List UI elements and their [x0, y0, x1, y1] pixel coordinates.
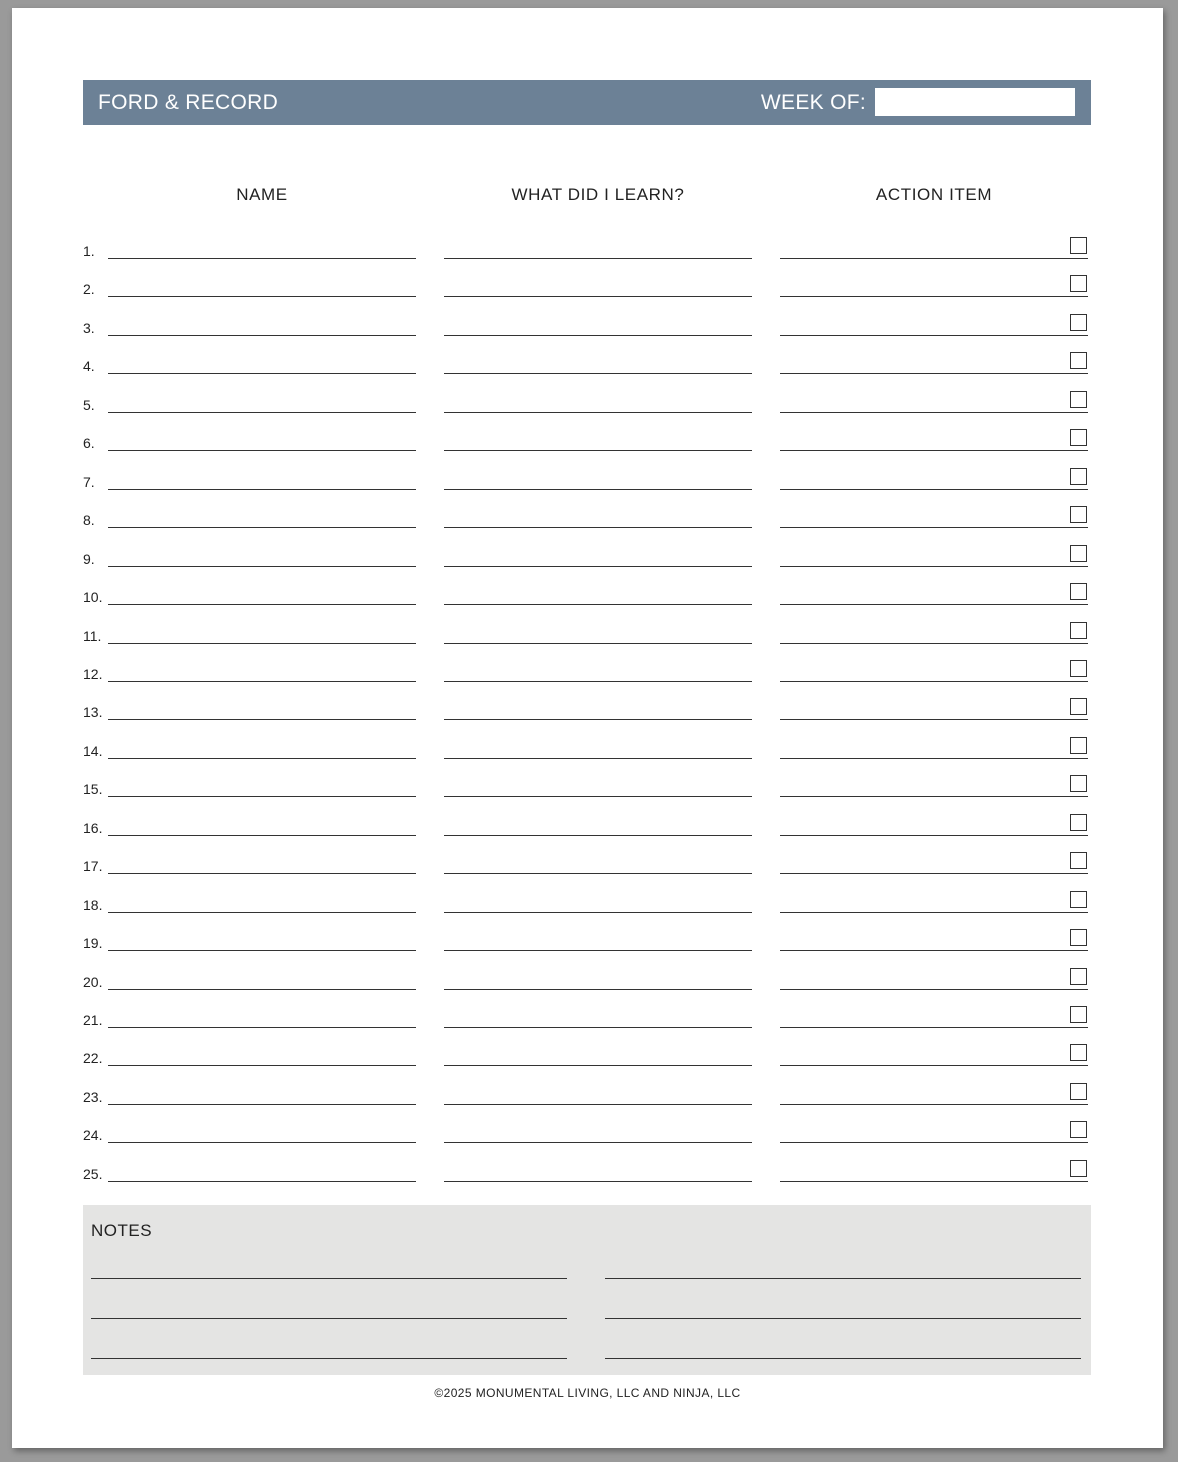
row-number: 4. — [83, 358, 95, 375]
entry-row — [83, 221, 1093, 259]
entry-row — [83, 759, 1093, 797]
action-item-checkbox[interactable] — [1070, 1121, 1087, 1138]
week-of-label: WEEK OF: — [760, 91, 866, 114]
row-number: 14. — [83, 742, 103, 759]
action-item-checkbox[interactable] — [1070, 737, 1087, 754]
entry-row — [83, 1028, 1093, 1066]
row-number: 22. — [83, 1050, 103, 1067]
column-header-what-did-i-learn: WHAT DID I LEARN? — [511, 185, 685, 204]
entry-row — [83, 1144, 1093, 1182]
entry-row — [83, 490, 1093, 528]
action-item-checkbox[interactable] — [1070, 314, 1087, 331]
action-item-checkbox[interactable] — [1070, 775, 1087, 792]
entry-row — [83, 1067, 1093, 1105]
row-number: 6. — [83, 435, 95, 452]
entry-row — [83, 798, 1093, 836]
entry-row — [83, 1105, 1093, 1143]
entry-row — [83, 913, 1093, 951]
row-number: 5. — [83, 396, 95, 413]
entry-row — [83, 952, 1093, 990]
action-item-checkbox[interactable] — [1070, 545, 1087, 562]
action-item-checkbox[interactable] — [1070, 583, 1087, 600]
entry-row — [83, 682, 1093, 720]
row-number: 10. — [83, 589, 103, 606]
row-number: 11. — [83, 627, 102, 644]
action-item-checkbox[interactable] — [1070, 1044, 1087, 1061]
notes-line[interactable] — [91, 1318, 567, 1319]
week-of-input[interactable] — [875, 88, 1075, 116]
action-item-checkbox[interactable] — [1070, 429, 1087, 446]
row-number: 17. — [83, 858, 103, 875]
entry-row — [83, 259, 1093, 297]
entry-row — [83, 990, 1093, 1028]
action-item-checkbox[interactable] — [1070, 852, 1087, 869]
action-item-checkbox[interactable] — [1070, 237, 1087, 254]
row-number: 20. — [83, 973, 103, 990]
header-bar — [83, 80, 1091, 125]
action-item-checkbox[interactable] — [1070, 275, 1087, 292]
row-number: 13. — [83, 704, 103, 721]
notes-line[interactable] — [605, 1278, 1081, 1279]
entry-row — [83, 452, 1093, 490]
name-line[interactable] — [108, 1181, 416, 1182]
notes-line[interactable] — [605, 1318, 1081, 1319]
column-header-action-item: ACTION ITEM — [875, 185, 993, 204]
notes-line[interactable] — [91, 1358, 567, 1359]
action-item-checkbox[interactable] — [1070, 468, 1087, 485]
action-item-checkbox[interactable] — [1070, 352, 1087, 369]
action-item-checkbox[interactable] — [1070, 1083, 1087, 1100]
action-item-checkbox[interactable] — [1070, 929, 1087, 946]
row-number: 18. — [83, 896, 103, 913]
action-item-line[interactable] — [780, 1181, 1088, 1182]
action-item-checkbox[interactable] — [1070, 698, 1087, 715]
row-number: 8. — [83, 512, 95, 529]
entry-row — [83, 721, 1093, 759]
notes-line[interactable] — [91, 1278, 567, 1279]
notes-label: NOTES — [91, 1221, 153, 1240]
entry-row — [83, 298, 1093, 336]
row-number: 15. — [83, 781, 103, 798]
page-title: FORD & RECORD — [98, 91, 279, 114]
row-number: 23. — [83, 1088, 103, 1105]
notes-section — [83, 1205, 1091, 1375]
entry-row — [83, 836, 1093, 874]
row-number: 16. — [83, 819, 103, 836]
row-number: 25. — [83, 1165, 103, 1182]
row-number: 12. — [83, 665, 103, 682]
learn-line[interactable] — [444, 1181, 752, 1182]
action-item-checkbox[interactable] — [1070, 506, 1087, 523]
copyright-footer: ©2025 MONUMENTAL LIVING, LLC AND NINJA, LLC — [434, 1386, 741, 1400]
entry-row — [83, 413, 1093, 451]
column-header-name: NAME — [236, 185, 288, 204]
worksheet-page — [12, 8, 1163, 1448]
action-item-checkbox[interactable] — [1070, 391, 1087, 408]
action-item-checkbox[interactable] — [1070, 622, 1087, 639]
action-item-checkbox[interactable] — [1070, 1006, 1087, 1023]
row-number: 1. — [83, 243, 95, 259]
row-number: 3. — [83, 319, 95, 336]
entry-row — [83, 529, 1093, 567]
action-item-checkbox[interactable] — [1070, 660, 1087, 677]
action-item-checkbox[interactable] — [1070, 814, 1087, 831]
entry-row — [83, 567, 1093, 605]
entry-row — [83, 606, 1093, 644]
entry-row — [83, 875, 1093, 913]
entry-row — [83, 375, 1093, 413]
notes-line[interactable] — [605, 1358, 1081, 1359]
action-item-checkbox[interactable] — [1070, 891, 1087, 908]
row-number: 24. — [83, 1127, 103, 1144]
action-item-checkbox[interactable] — [1070, 968, 1087, 985]
row-number: 19. — [83, 935, 103, 952]
row-number: 21. — [83, 1012, 103, 1028]
row-number: 7. — [83, 473, 95, 490]
row-number: 2. — [83, 281, 95, 298]
entry-row — [83, 336, 1093, 374]
row-number: 9. — [83, 550, 95, 567]
action-item-checkbox[interactable] — [1070, 1160, 1087, 1177]
entry-row — [83, 644, 1093, 682]
